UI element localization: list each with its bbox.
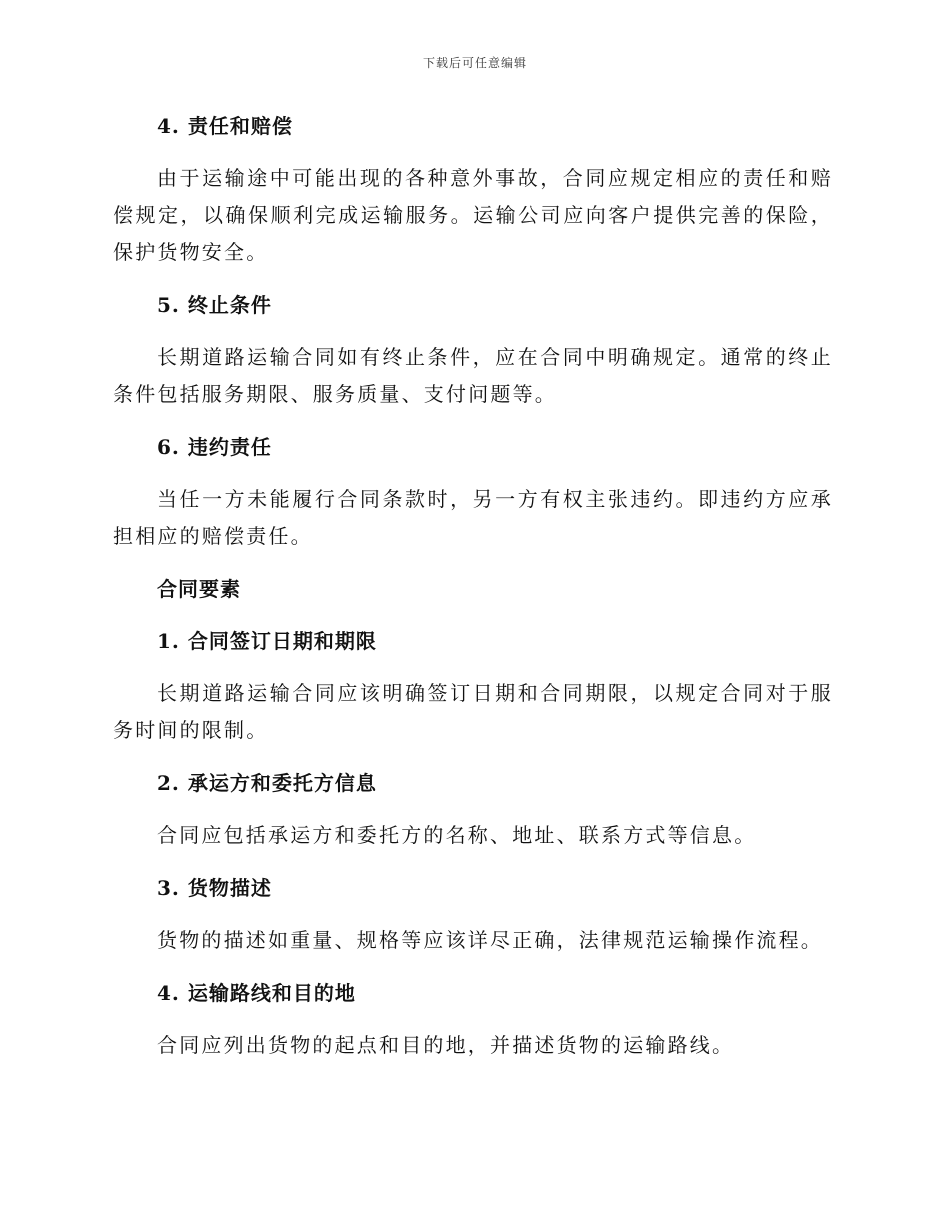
section-goods	[113, 870, 833, 975]
section-heading: 3. 货物描述	[157, 876, 272, 900]
section-paragraph: 货物的描述如重量、规格等应该详尽正确，法律规范运输操作流程。	[157, 928, 823, 952]
section-paragraph: 长期道路运输合同如有终止条件，应在合同中明确规定。通常的终止条件包括服务期限、服务质量、支付问题等。	[113, 345, 833, 406]
section-liability	[113, 108, 833, 287]
section-paragraph: 合同应列出货物的起点和目的地，并描述货物的运输路线。	[157, 1033, 735, 1057]
section-heading: 6. 违约责任	[157, 435, 272, 459]
section-heading: 4. 运输路线和目的地	[157, 981, 356, 1005]
section-signing-date	[113, 623, 833, 765]
section-termination	[113, 287, 833, 429]
section-heading: 5. 终止条件	[157, 293, 272, 317]
section-paragraph: 由于运输途中可能出现的各种意外事故，合同应规定相应的责任和赔偿规定，以确保顺利完成运输服务。运输公司应向客户提供完善的保险，保护货物安全。	[113, 166, 833, 264]
section-paragraph: 当任一方未能履行合同条款时，另一方有权主张违约。即违约方应承担相应的赔偿责任。	[113, 487, 833, 548]
section-heading: 2. 承运方和委托方信息	[157, 771, 377, 795]
section-paragraph: 长期道路运输合同应该明确签订日期和合同期限，以规定合同对于服务时间的限制。	[113, 681, 833, 742]
page-header: 下载后可任意编辑	[422, 56, 527, 70]
section-paragraph: 合同应包括承运方和委托方的名称、地址、联系方式等信息。	[157, 823, 757, 847]
section-route	[113, 975, 833, 1064]
section-breach	[113, 429, 833, 571]
section-contract-elements	[113, 571, 833, 623]
document-body	[113, 108, 833, 1064]
section-heading: 1. 合同签订日期和期限	[157, 629, 377, 653]
section-heading: 4. 责任和赔偿	[157, 114, 293, 138]
section-heading: 合同要素	[157, 577, 241, 601]
section-parties	[113, 765, 833, 870]
